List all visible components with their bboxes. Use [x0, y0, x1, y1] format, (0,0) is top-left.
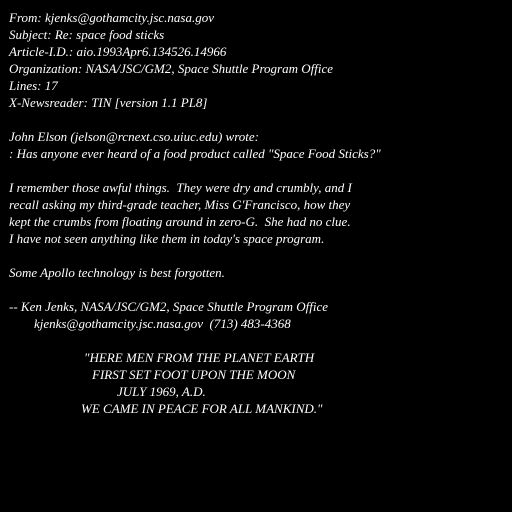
plaque-line: "HERE MEN FROM THE PLANET EARTH	[84, 350, 315, 365]
quoted-text: : Has anyone ever heard of a food product called "Space Food Sticks?"	[9, 146, 381, 161]
signature-name: -- Ken Jenks, NASA/JSC/GM2, Space Shuttle Program Office	[9, 299, 329, 314]
body-line: Some Apollo technology is best forgotten.	[9, 265, 225, 280]
header-from: From: kjenks@gothamcity.jsc.nasa.gov	[9, 10, 214, 25]
header-article-id: Article-I.D.: aio.1993Apr6.134526.14966	[9, 44, 227, 59]
quote-attribution: John Elson (jelson@rcnext.cso.uiuc.edu) wrote:	[9, 129, 259, 144]
header-newsreader: X-Newsreader: TIN [version 1.1 PL8]	[9, 95, 208, 110]
body-line: kept the crumbs from floating around in zero-G. She had no clue.	[9, 214, 351, 229]
header-organization: Organization: NASA/JSC/GM2, Space Shuttle Program Office	[9, 61, 333, 76]
plaque-line: FIRST SET FOOT UPON THE MOON	[92, 367, 296, 382]
body-line: I have not seen anything like them in today's space program.	[9, 231, 325, 246]
header-subject: Subject: Re: space food sticks	[9, 27, 165, 42]
plaque-line: JULY 1969, A.D.	[117, 384, 206, 399]
body-line: recall asking my third-grade teacher, Miss G'Francisco, how they	[9, 197, 351, 212]
body-line: I remember those awful things. They were dry and crumbly, and I	[9, 180, 352, 195]
signature-contact: kjenks@gothamcity.jsc.nasa.gov (713) 483-4368	[34, 316, 291, 331]
plaque-line: WE CAME IN PEACE FOR ALL MANKIND."	[81, 401, 323, 416]
header-lines: Lines: 17	[9, 78, 58, 93]
